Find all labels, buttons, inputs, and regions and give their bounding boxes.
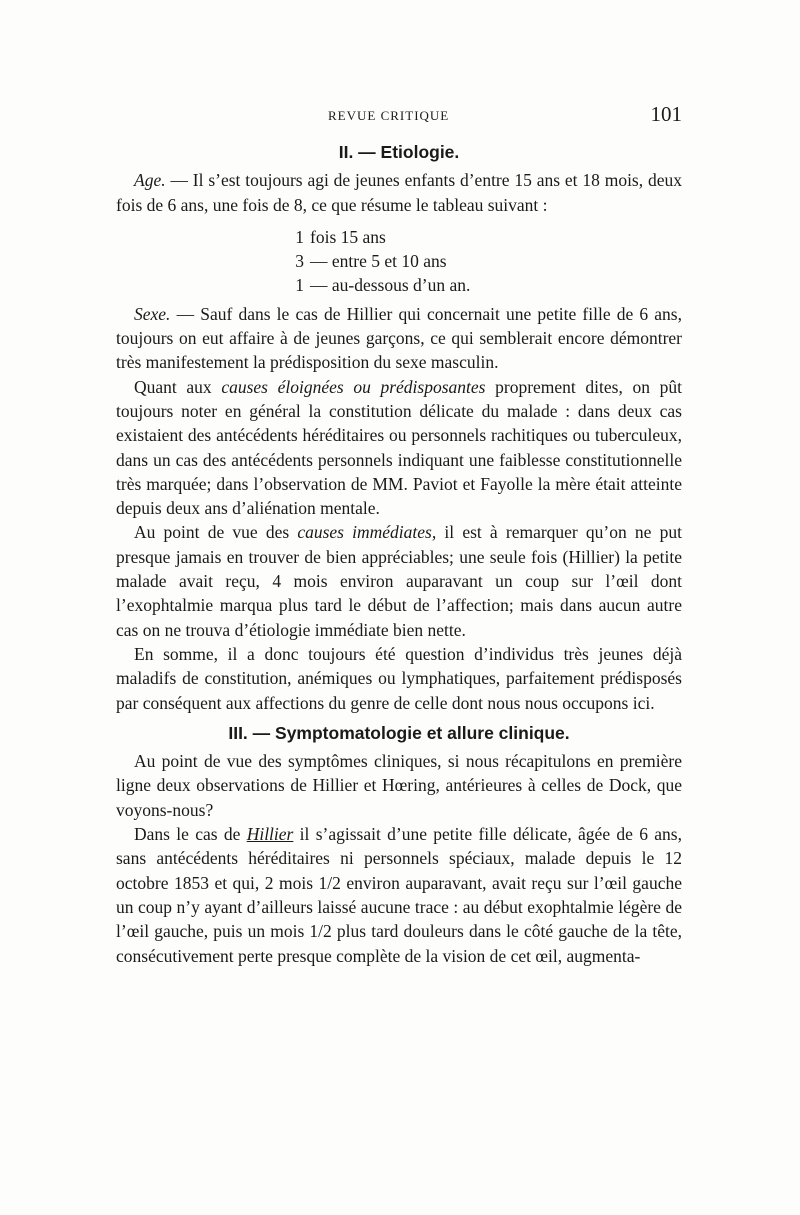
age-label: Age. bbox=[134, 170, 166, 191]
age-table-row bbox=[284, 249, 682, 273]
emphasis-causes-immediates: causes immédiates, bbox=[297, 522, 437, 543]
text-run: Au point de vue des bbox=[134, 522, 298, 543]
paragraph-sexe bbox=[116, 302, 682, 375]
paragraph-en-somme: En somme, il a donc toujours été question d’individus très jeunes déjà maladifs de constitution, anémiques ou lymphatiques, parfaitement prédisposés par conséquent aux affections du genre de celle dont nous nous occupons ici. bbox=[116, 643, 682, 713]
page-body bbox=[116, 140, 682, 968]
age-text: — Il s’est toujours agi de jeunes enfants d’entre 15 ans et 18 mois, deux fois de 6 ans, une fois de 8, ce que résume le tableau suivant : bbox=[116, 170, 682, 215]
text-run: il s’agissait d’une petite fille délicate, âgée de 6 ans, sans antécédents héréditaires ni personnels spéciaux, malade depuis le 12 octobre 1853 et qui, 2 mois 1/2 environ auparavant, avait reçu sur l’œil gauche un coup n’y ayant d’ailleurs laissé aucune trace : au début exophtalmie légère de l’œil gauche, puis un mois 1/2 plus tard douleurs dans le côté gauche de la tête, consécutivement perte presque complète de la vision de cet œil, augmenta- bbox=[116, 824, 682, 966]
age-table-count: 1 bbox=[295, 226, 304, 247]
age-table bbox=[116, 225, 682, 298]
running-head: REVUE CRITIQUE bbox=[328, 108, 450, 123]
age-table-row bbox=[284, 225, 682, 249]
text-run: il est à remarquer qu’on ne put presque jamais en trouver de bien appréciables; une seule fois (Hillier) la petite malade avait reçu, 4 mois environ auparavant un coup sur l’œil dont l’exophtalmie marqua plus tard le début de l’affection; mais dans aucun autre cas on ne trouva d’étiologie immédiate bien nette. bbox=[116, 522, 682, 640]
section-title-symptomatologie: III. — Symptomatologie et allure clinique. bbox=[228, 722, 570, 743]
page-number: 101 bbox=[650, 102, 682, 126]
age-table-count: 1 bbox=[295, 275, 304, 296]
age-table-text: fois 15 ans bbox=[310, 226, 386, 247]
emphasis-causes-eloignees: causes éloignées ou prédisposantes bbox=[221, 376, 486, 397]
age-table-row bbox=[284, 273, 682, 297]
paragraph-causes-immediates bbox=[116, 520, 682, 641]
paragraph-age bbox=[116, 168, 682, 217]
text-run: Quant aux bbox=[134, 376, 222, 397]
emphasis-hillier: Hillier bbox=[246, 824, 294, 845]
sexe-text: — Sauf dans le cas de Hillier qui concernait une petite fille de 6 ans, toujours on eut affaire à de jeunes garçons, ce qui semblerait encore démontrer très manifestement la prédisposition du sexe masculin. bbox=[116, 303, 682, 373]
sexe-label: Sexe. bbox=[134, 303, 171, 324]
text-run: Dans le cas de bbox=[134, 824, 247, 845]
paragraph-causes-eloignees bbox=[116, 375, 682, 521]
age-table-count: 3 bbox=[295, 251, 304, 272]
age-table-text: — au-dessous d’un an. bbox=[310, 275, 471, 296]
page-header bbox=[0, 102, 800, 130]
paragraph-cas-hillier bbox=[116, 822, 682, 968]
age-table-text: — entre 5 et 10 ans bbox=[310, 251, 447, 272]
section-title-etiologie: II. — Etiologie. bbox=[338, 142, 460, 162]
text-run: proprement dites, on pût toujours noter en général la constitution délicate du malade : dans deux cas existaient des antécédents héréditaires ou personnels rachitiques ou tuberculeux, dans un cas des antécédents personnels indiquant une faiblesse constitutionnelle très marquée; dans l’observation de MM. Paviot et Fayolle la mère était atteinte depuis deux ans d’aliénation mentale. bbox=[116, 376, 682, 519]
paragraph-point-de-vue: Au point de vue des symptômes cliniques, si nous récapitulons en première ligne deux observations de Hillier et Hœring, antérieures à celles de Dock, que voyons-nous? bbox=[116, 751, 682, 820]
